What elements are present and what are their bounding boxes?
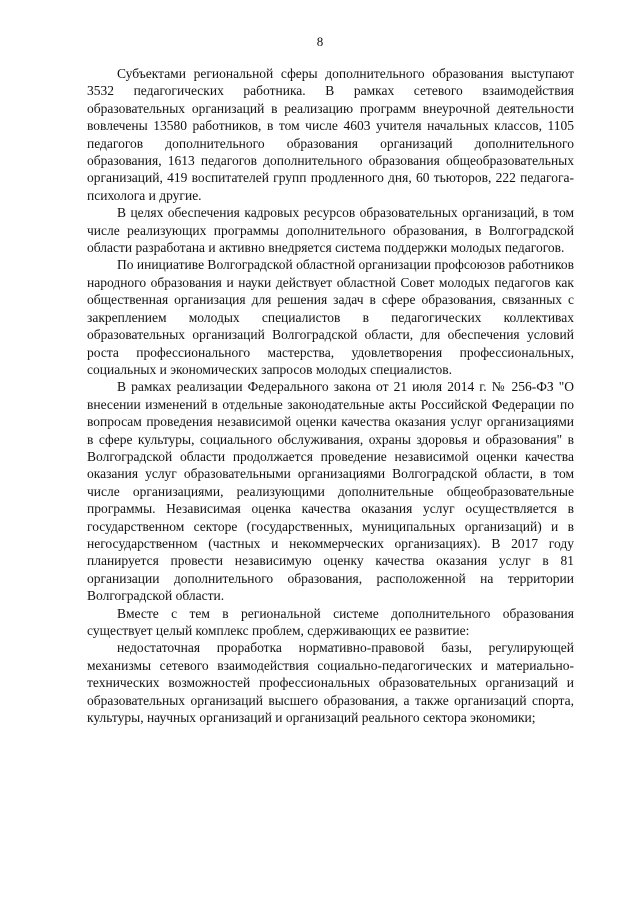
paragraph-staff-count: Субъектами региональной сферы дополнительного образования выступают 3532 педагогических работника. В рамках сетевого взаимодействия образовательных организаций в реализацию программ внеурочной деятельности вовлечены 13580 работников, в том числе 4603 учителя начальных классов, 1105 педагогов дополнительного образования организаций дополнительного образования, 1613 педагогов дополнительного образования общеобразовательных организаций, 419 воспитателей групп продленного дня, 60 тьюторов, 222 педагога-психолога и другие. <box>87 66 574 203</box>
paragraph-council-young-teachers: По инициативе Волгоградской областной организации профсоюзов работников народного образования и науки действует областной Совет молодых педагогов как общественная организация для решения задач в сфере образования, связанных с закреплением молодых специалистов в педагогических коллективах образовательных организаций Волгоградской области, для обеспечения условий роста профессионального мастерства, удовлетворения профессиональных, социальных и экономических запросов молодых специалистов. <box>87 257 574 377</box>
page-number: 8 <box>316 34 324 49</box>
paragraph-young-teachers-support: В целях обеспечения кадровых ресурсов образовательных организаций, в том числе реализующих программы дополнительного образования, в Волгоградской области разработана и активно внедряется система поддержки молодых педагогов. <box>87 205 574 256</box>
paragraph-problem-regulatory: недостаточная проработка нормативно-правовой базы, регулирующей механизмы сетевого взаимодействия социально-педагогических и материально-технических возможностей профессиональных образовательных организаций и образовательных организаций высшего образования, а также организаций спорта, культуры, научных организаций и организаций реального сектора экономики; <box>87 640 574 726</box>
paragraph-problems-intro: Вместе с тем в региональной системе дополнительного образования существует целый комплекс проблем, сдерживающих ее развитие: <box>87 605 574 638</box>
paragraph-independent-assessment: В рамках реализации Федерального закона от 21 июля 2014 г. № 256-ФЗ "О внесении изменений в отдельные законодательные акты Российской Федерации по вопросам проведения независимой оценки качества оказания услуг организациями в сфере культуры, социального обслуживания, охраны здоровья и образования" в Волгоградской области продолжается проведение независимой оценки качества оказания услуг образовательными организациями Волгоградской области, в том числе организациями, реализующими дополнительные общеобразовательные программы. Независимая оценка качества оказания услуг осуществляется в государственном секторе (государственных, муниципальных организаций) и в негосударственном (частных и некоммерческих организациях). В 2017 году планируется провести независимую оценку качества оказания услуг в 81 организации дополнительного образования, расположенной на территории Волгоградской области. <box>87 379 574 604</box>
document-body <box>87 65 574 726</box>
